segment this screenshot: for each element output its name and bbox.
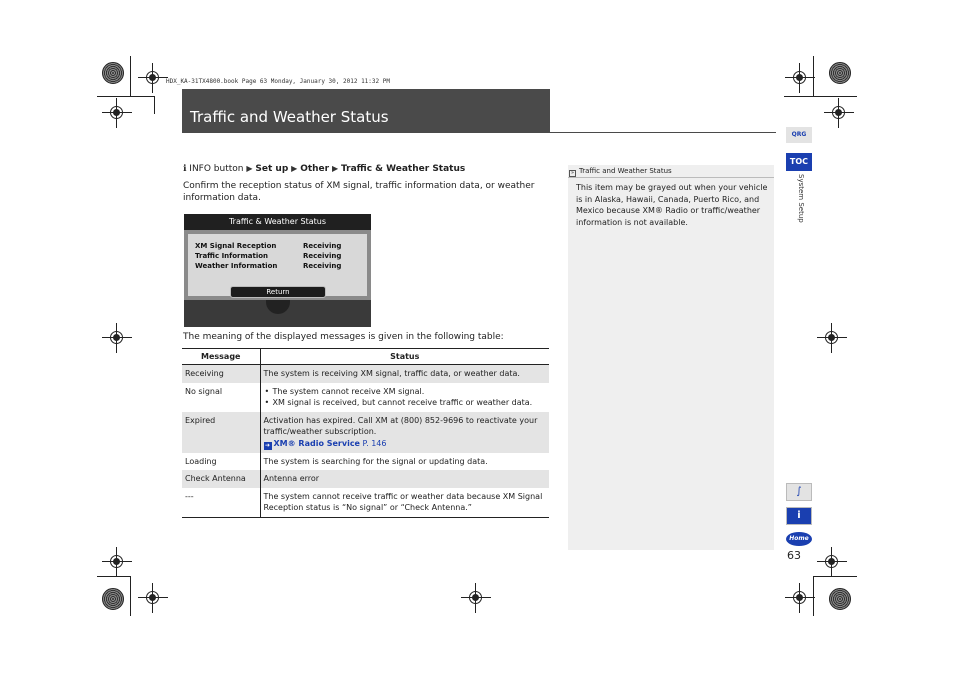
link-arrow-icon: ➜ (264, 441, 271, 449)
index-button[interactable] (786, 507, 812, 525)
note-icon: » (570, 170, 575, 176)
sidebar-note (568, 165, 774, 550)
registration-mark (817, 323, 847, 353)
link-text: XM® Radio Service (273, 438, 360, 448)
sidebar-note-title-text: Traffic and Weather Status (579, 167, 672, 175)
table-row (182, 470, 549, 488)
menu-path-step: Traffic & Weather Status (341, 164, 466, 174)
status-table (182, 348, 549, 518)
registration-mark (785, 63, 815, 93)
registration-mark (138, 583, 168, 613)
crop-mark (130, 56, 131, 96)
return-button: Return (230, 286, 326, 298)
registration-mark (102, 323, 132, 353)
message-cell: Check Antenna (182, 470, 260, 488)
crop-mark (784, 96, 813, 97)
home-button[interactable]: Home (786, 532, 812, 546)
screen-row-value: Receiving (303, 262, 342, 270)
registration-target (102, 62, 124, 84)
info-icon: i (797, 510, 801, 521)
crop-mark (97, 96, 130, 97)
section-label-text: System Setup (797, 174, 805, 223)
status-cell (260, 383, 549, 412)
status-cell: The system is searching for the signal or updating data. (263, 456, 488, 466)
table-intro: The meaning of the displayed messages is given in the following table: (183, 332, 504, 342)
crop-mark (97, 576, 130, 577)
registration-mark (461, 583, 491, 613)
voice-command-icon: ∫ (796, 486, 802, 497)
message-cell: No signal (182, 383, 260, 412)
info-button-icon: ℹ︎ (183, 164, 187, 174)
voice-command-index-button[interactable] (786, 483, 812, 501)
message-cell: --- (182, 488, 260, 518)
status-bullet: • XM signal is received, but cannot receive traffic or weather data. (264, 397, 547, 409)
navigation-screen-image (184, 214, 371, 327)
screen-header: Traffic & Weather Status (184, 214, 371, 230)
status-text: Activation has expired. Call XM at (800) 852-9696 to reactivate your traffic/weather subscription. (263, 415, 538, 436)
section-label (795, 174, 805, 234)
message-cell: Receiving (182, 365, 260, 383)
arrow-right-icon: ▶ (331, 164, 339, 173)
table-row (182, 365, 549, 383)
title-bar (182, 89, 550, 133)
intro-text: Confirm the reception status of XM signal, traffic information data, or weather information data. (183, 181, 535, 203)
registration-target (829, 588, 851, 610)
registration-mark (785, 583, 815, 613)
registration-mark (138, 63, 168, 93)
crop-mark (130, 576, 131, 616)
message-cell: Loading (182, 453, 260, 471)
crop-mark (154, 96, 155, 114)
registration-target (102, 588, 124, 610)
screen-row-label: XM Signal Reception (195, 242, 277, 250)
registration-mark (824, 98, 854, 128)
registration-target (829, 62, 851, 84)
status-cell: The system is receiving XM signal, traffic data, or weather data. (260, 365, 549, 383)
registration-mark (817, 547, 847, 577)
arrow-right-icon: ▶ (246, 164, 253, 173)
arrow-right-icon: ▶ (291, 164, 298, 173)
screen-row-label: Traffic Information (195, 252, 269, 260)
table-row (182, 383, 549, 412)
status-bullet: • The system cannot receive XM signal. (264, 386, 547, 398)
menu-path-start: INFO button (189, 164, 244, 174)
sidebar-note-text: This item may be grayed out when your vehicle is in Alaska, Hawaii, Canada, Puerto Rico, and Mexico because XM® Radio or traffic/weather information is not available. (576, 183, 768, 227)
menu-path-step: Set up (255, 164, 289, 174)
link-page: P. 146 (362, 438, 387, 448)
qrg-button[interactable]: QRG (786, 127, 812, 143)
column-header-message: Message (182, 349, 260, 365)
xm-radio-service-link[interactable] (264, 438, 547, 450)
column-header-status: Status (260, 349, 549, 365)
crop-mark (813, 576, 857, 577)
menu-path (183, 164, 465, 174)
toc-button[interactable]: TOC (786, 153, 812, 171)
print-info-line: HDX_KA-31TX4800.book Page 63 Monday, January 30, 2012 11:32 PM (166, 78, 390, 85)
screen-row-value: Receiving (303, 242, 342, 250)
crop-mark (130, 96, 154, 97)
registration-mark (102, 547, 132, 577)
status-cell: Antenna error (260, 470, 549, 488)
screen-row-label: Weather Information (195, 262, 278, 270)
table-row (182, 412, 549, 453)
table-row (182, 488, 549, 518)
registration-mark (102, 98, 132, 128)
crop-mark (813, 96, 857, 97)
table-row (182, 453, 549, 471)
sidebar-note-title (568, 165, 774, 178)
status-cell (260, 412, 549, 453)
status-cell: The system cannot receive traffic or weather data because XM Signal Reception status is “No signal” or “Check Antenna.” (260, 488, 549, 518)
message-cell: Expired (182, 412, 260, 453)
title-rule (550, 132, 776, 133)
page-title: Traffic and Weather Status (190, 108, 389, 126)
crop-mark (813, 56, 814, 96)
screen-row-value: Receiving (303, 252, 342, 260)
crop-mark (813, 576, 814, 616)
menu-path-step: Other (300, 164, 330, 174)
page-number: 63 (787, 549, 801, 562)
